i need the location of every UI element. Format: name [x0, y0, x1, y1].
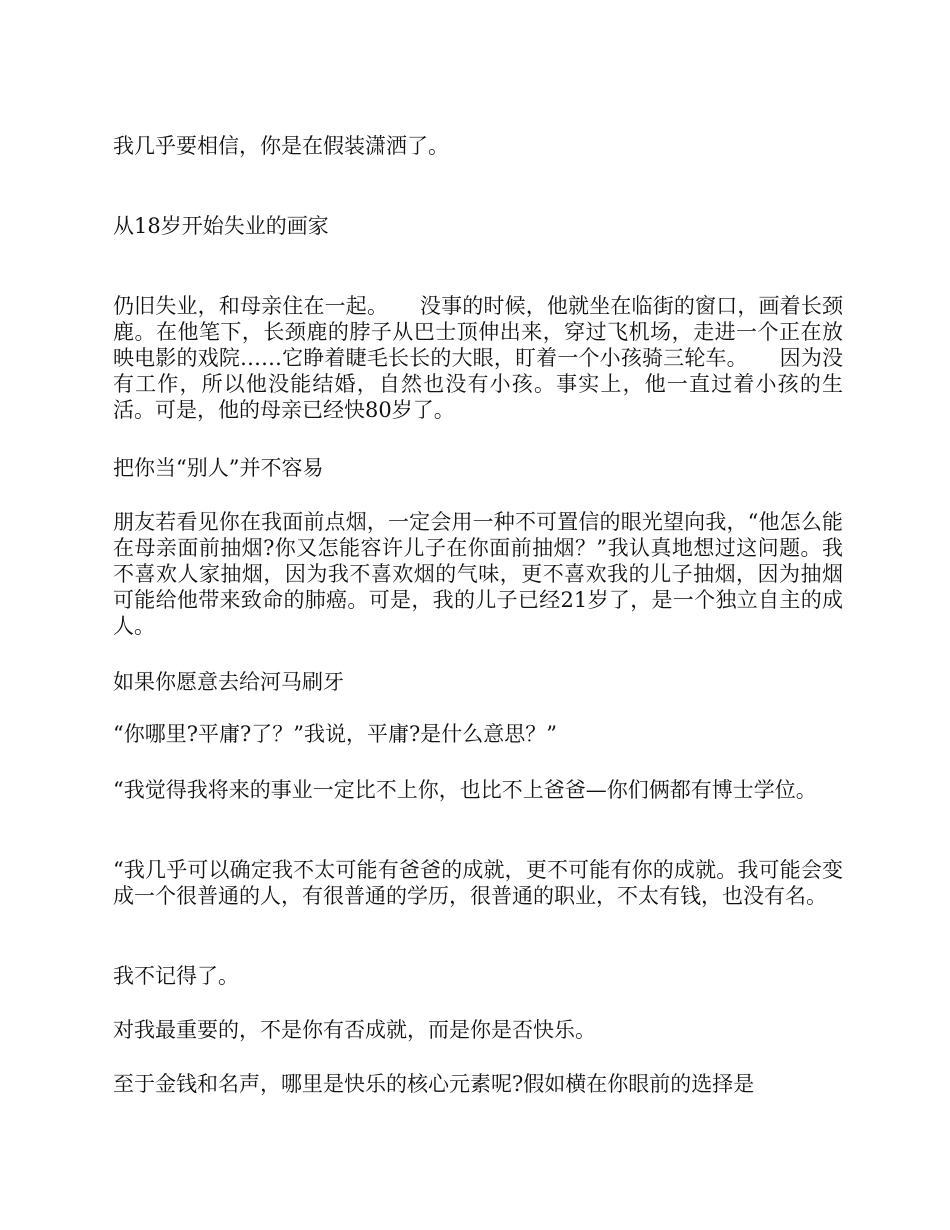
- paragraph-dialogue-mediocre: “你哪里?平庸?了？”我说，平庸?是什么意思？”: [113, 722, 557, 746]
- section-heading-hippo: 如果你愿意去给河马刷牙: [113, 670, 344, 694]
- section-heading-painter: 从18岁开始失业的画家: [113, 214, 329, 238]
- paragraph-money-fame: 至于金钱和名声，哪里是快乐的核心元素呢?假如横在你眼前的选择是: [113, 1072, 755, 1096]
- paragraph-dialogue-achievement: “我几乎可以确定我不太可能有爸爸的成就，更不可能有你的成就。我可能会变成一个很普通的人，有很普通的学历，很普通的职业，不太有钱，也没有名。: [113, 858, 843, 908]
- paragraph-happiness: 对我最重要的，不是你有否成就，而是你是否快乐。: [113, 1018, 596, 1042]
- paragraph-painter-story: 仍旧失业，和母亲住在一起。 没事的时候，他就坐在临街的窗口，画着长颈鹿。在他笔下，长颈鹿的脖子从巴士顶伸出来，穿过飞机场，走进一个正在放映电影的戏院……它睁着睫毛长长的大眼，盯着一个小孩骑三轮车。 因为没有工作，所以他没能结婚，自然也没有小孩。事实上，他一直过着小孩的生活。可是，他的母亲已经快80岁了。: [113, 294, 843, 422]
- section-heading-others: 把你当“别人”并不容易: [113, 456, 324, 480]
- paragraph-forgot: 我不记得了。: [113, 964, 239, 988]
- paragraph-intro: 我几乎要相信，你是在假装潇洒了。: [113, 134, 449, 158]
- paragraph-dialogue-career: “我觉得我将来的事业一定比不上你，也比不上爸爸—你们俩都有博士学位。: [113, 778, 817, 802]
- paragraph-smoking: 朋友若看见你在我面前点烟，一定会用一种不可置信的眼光望向我，“他怎么能在母亲面前抽烟?你又怎能容许儿子在你面前抽烟？”我认真地想过这问题。我不喜欢人家抽烟，因为我不喜欢烟的气味，更不喜欢我的儿子抽烟，因为抽烟可能给他带来致命的肺癌。可是，我的儿子已经21岁了，是一个独立自主的成人。: [113, 510, 843, 638]
